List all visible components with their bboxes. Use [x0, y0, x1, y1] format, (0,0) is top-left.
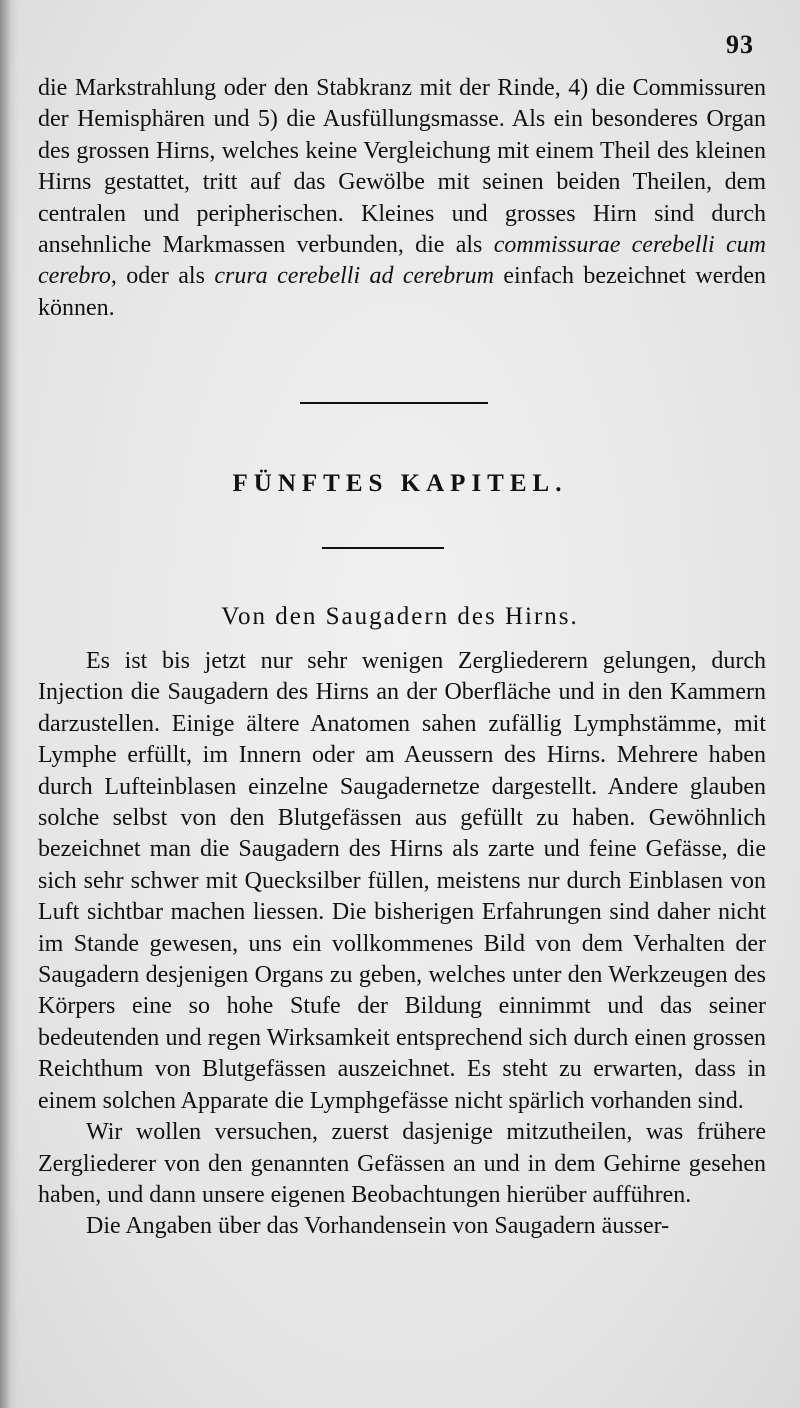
body-paragraph-2: Wir wollen versuchen, zuerst dasjenige mitzutheilen, was frühere Zergliederer von den genannten Gefässen an und in dem Gehirne gesehen haben, und dann unsere eigenen Beobachtungen hierüber aufführen. — [38, 1119, 766, 1208]
page-edge-shadow — [0, 0, 18, 1408]
main-body — [38, 646, 766, 1243]
divider-rule-lower — [322, 547, 444, 549]
top-paragraph-text-3: einfach bezeichnet werden können. — [38, 263, 766, 321]
page-number: 93 — [726, 30, 754, 59]
body-paragraph-1: Es ist bis jetzt nur sehr wenigen Zergliederern gelungen, durch Injection die Saugadern des Hirns an der Oberfläche und in den Kammern darzustellen. Einige ältere Anatomen sahen zufällig Lymphstämme, mit Lymphe erfüllt, im Innern oder am Aeussern des Hirns. Mehrere haben durch Lufteinblasen einzelne Saugadernetze dargestellt. Andere glauben solche selbst von den Blutgefässen aus gefüllt zu haben. Gewöhnlich bezeichnet man die Saugadern des Hirns als zarte und feine Gefässe, die sich sehr schwer mit Quecksilber füllen, meistens nur durch Einblasen von Luft sichtbar machen liessen. Die bisherigen Erfahrungen sind daher nicht im Stande gewesen, uns ein vollkommenes Bild von dem Verhalten der Saugadern desjenigen Organs zu geben, welches unter den Werkzeugen des Körpers eine so hohe Stufe der Bildung einnimmt und das seiner bedeutenden und regen Wirksamkeit entsprechend sich durch einen grossen Reichthum von Blutgefässen auszeichnet. Es steht zu erwarten, dass in einem solchen Apparate die Lymphgefässe nicht spärlich vorhanden sind. — [38, 648, 766, 1114]
chapter-heading: FÜNFTES KAPITEL. — [232, 470, 568, 497]
latin-term-1: commissurae cerebelli cum cerebro — [38, 232, 767, 290]
body-paragraph-3: Die Angaben über das Vorhandensein von Saugadern äusser- — [86, 1213, 670, 1240]
top-paragraph-text-1: die Markstrahlung oder den Stabkranz mit der Rinde, 4) die Commissuren der Hemisphären und 5) die Ausfüllungsmasse. Als ein besonderes Organ des grossen Hirns, welches keine Vergleichung mit einem Theil des kleinen Hirns gestattet, tritt auf das Gewölbe mit seinen beiden Theilen, dem centralen und peripherischen. Kleines und grosses Hirn sind durch ansehnliche Markmassen verbunden, die als — [38, 75, 766, 259]
top-paragraph — [38, 73, 766, 324]
section-title: Von den Saugadern des Hirns. — [221, 603, 579, 630]
top-paragraph-text-2: , oder als — [110, 263, 215, 290]
latin-term-2: crura cerebelli ad cerebrum — [214, 263, 494, 290]
divider-rule-upper — [300, 402, 488, 404]
